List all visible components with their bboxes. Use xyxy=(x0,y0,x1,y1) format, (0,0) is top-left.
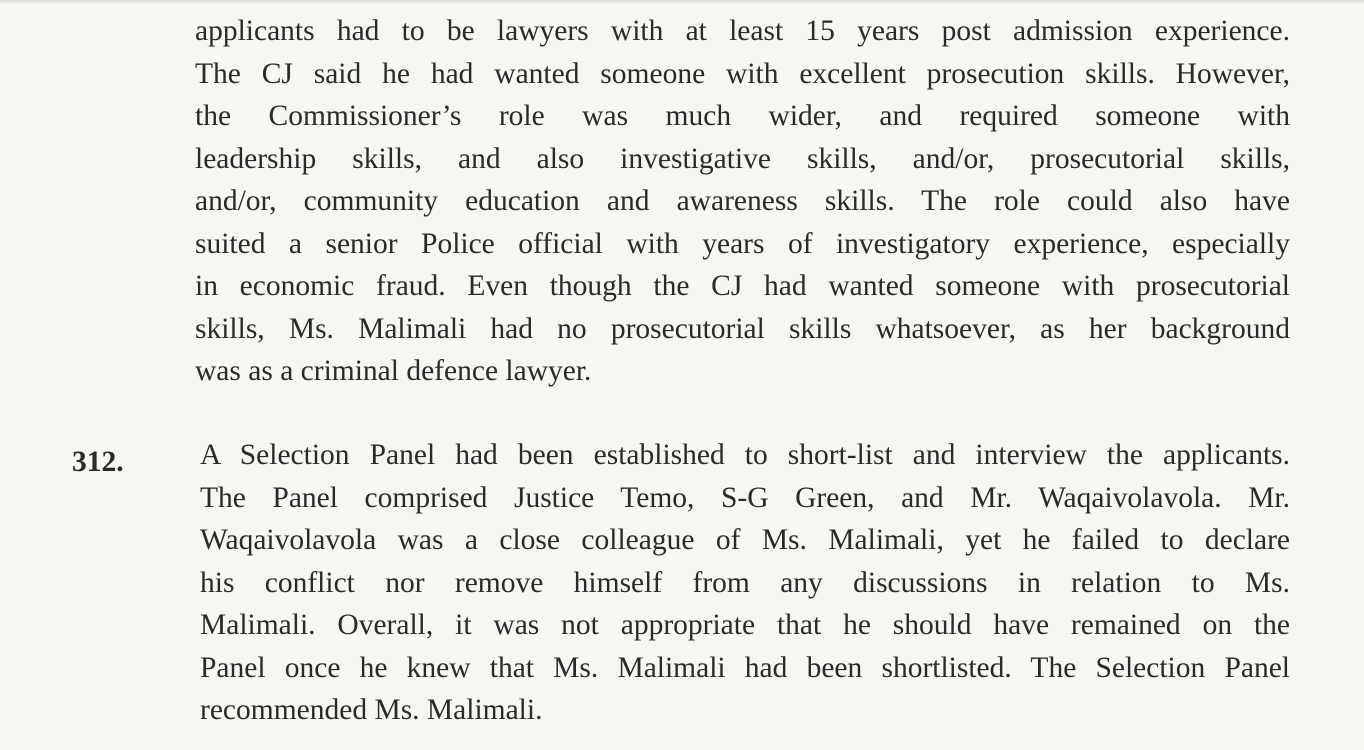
text-line: in economic fraud. Even though the CJ had wanted someone with prosecutorial xyxy=(195,270,1290,302)
paragraph-number: 312. xyxy=(72,446,124,478)
text-line: and/or, community education and awareness skills. The role could also have xyxy=(195,185,1290,217)
text-line: recommended Ms. Malimali. xyxy=(200,694,543,726)
text-line: leadership skills, and also investigative skills, and/or, prosecutorial skills, xyxy=(195,142,1290,175)
text-line: The Panel comprised Justice Temo, S-G Green, and Mr. Waqaivolavola. Mr. xyxy=(200,481,1290,514)
text-line: Waqaivolavola was a close colleague of Ms. Malimali, yet he failed to declare xyxy=(200,524,1290,556)
page-top-edge xyxy=(0,0,1364,4)
text-line: was as a criminal defence lawyer. xyxy=(195,355,592,387)
text-line: suited a senior Police official with years of investigatory experience, especially xyxy=(195,227,1290,260)
text-line: skills, Ms. Malimali had no prosecutorial skills whatsoever, as her background xyxy=(195,312,1290,345)
text-line: Malimali. Overall, it was not appropriate that he should have remained on the xyxy=(200,609,1290,641)
text-line: A Selection Panel had been established to short-list and interview the applicants. xyxy=(200,439,1290,471)
text-line: Panel once he knew that Ms. Malimali had been shortlisted. The Selection Panel xyxy=(200,651,1290,684)
text-line: his conflict nor remove himself from any discussions in relation to Ms. xyxy=(200,566,1290,599)
text-line: the Commissioner’s role was much wider, and required someone with xyxy=(195,100,1290,132)
text-line: The CJ said he had wanted someone with excellent prosecution skills. However, xyxy=(195,57,1290,90)
paragraph-312 xyxy=(200,434,1290,732)
paragraph-continued xyxy=(195,10,1290,393)
text-line: applicants had to be lawyers with at least 15 years post admission experience. xyxy=(195,15,1290,47)
